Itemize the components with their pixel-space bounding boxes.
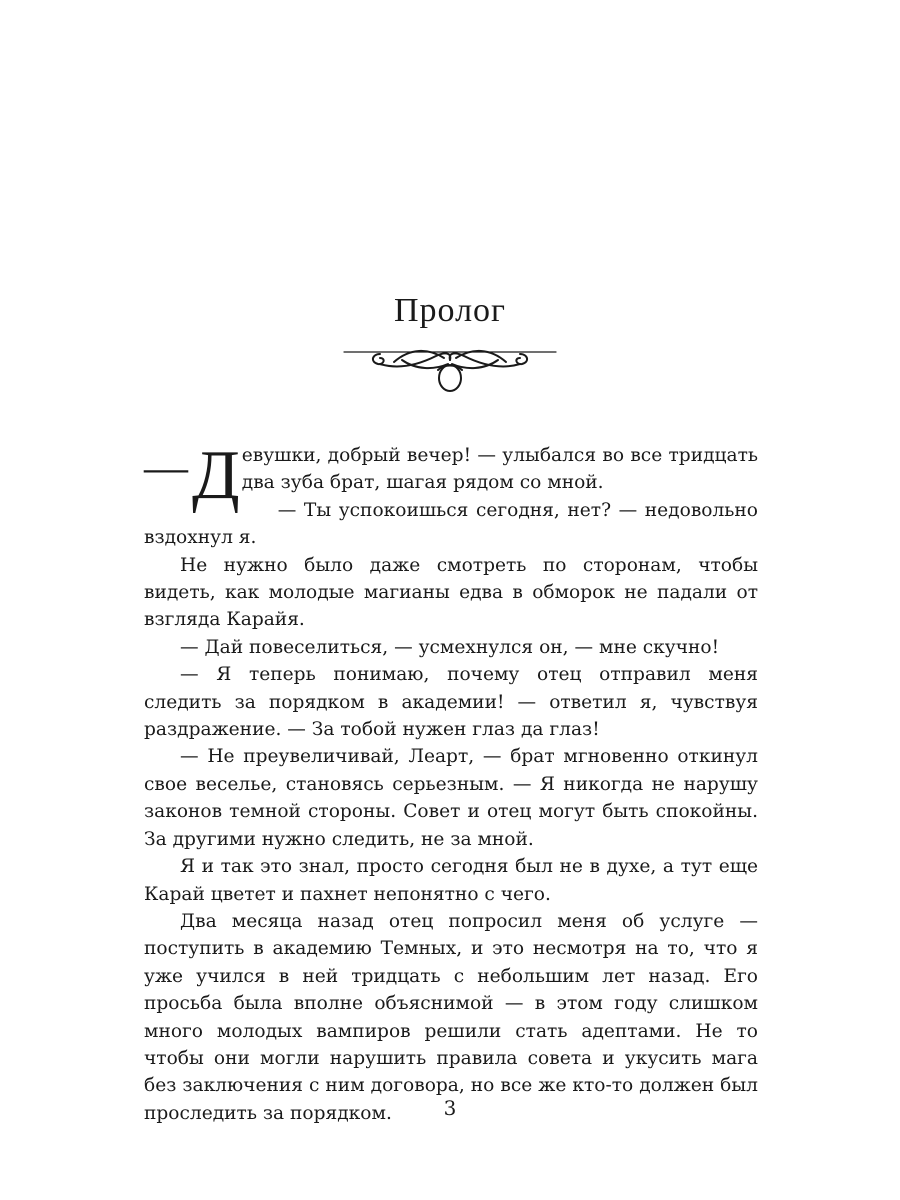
paragraph — [144, 437, 758, 514]
paragraph: — Не преувеличивай, Леарт, — брат мгновенно откинул свое веселье, становясь серьезным. — Я никогда не нарушу законов темной стороны. Совет и отец могут быть спокойны. За другими нужно следить, не за мной. — [144, 746, 758, 850]
paragraph: Я и так это знал, просто сегодня был не в духе, а тут еще Карай цветет и пахнет непонятно с чего. — [144, 856, 758, 905]
page-number: 3 — [443, 1096, 457, 1120]
chapter-title: Пролог — [393, 292, 507, 329]
body-text — [144, 437, 758, 1127]
scroll-flourish-divider-icon — [340, 340, 560, 400]
drop-cap-letter: Д — [192, 437, 240, 514]
drop-cap — [144, 437, 240, 514]
paragraph: — Я теперь понимаю, почему отец отправил меня следить за порядком в академии! — ответил я, чувствуя раздражение. — За тобой нужен глаз да глаз! — [144, 664, 758, 741]
paragraph: Не нужно было даже смотреть по сторонам, чтобы видеть, как молодые магианы едва в обморок не падали от взгляда Карайя. — [144, 554, 758, 631]
paragraph: — Дай повеселиться, — усмехнулся он, — мне скучно! — [180, 636, 720, 658]
drop-cap-dash: — — [144, 443, 188, 492]
paragraph-text: евушки, добрый вечер! — улыбался во все тридцать два зуба брат, шагая рядом со мной. — [241, 445, 758, 494]
paragraph: — Ты успокоишься сегодня, нет? — недовольно вздохнул я. — [144, 499, 758, 549]
paragraph: Два месяца назад отец попросил меня об услуге — поступить в академию Темных, и это несмотря на то, что я уже учился в ней тридцать с небольшим лет назад. Его просьба была вполне объяснимой — в этом году слишком много молодых вампиров решили стать адептами. Не то чтобы они могли нарушить правила совета и укусить мага без заключения с ним договора, но все же кто-то должен был проследить за порядком. — [144, 910, 758, 1124]
